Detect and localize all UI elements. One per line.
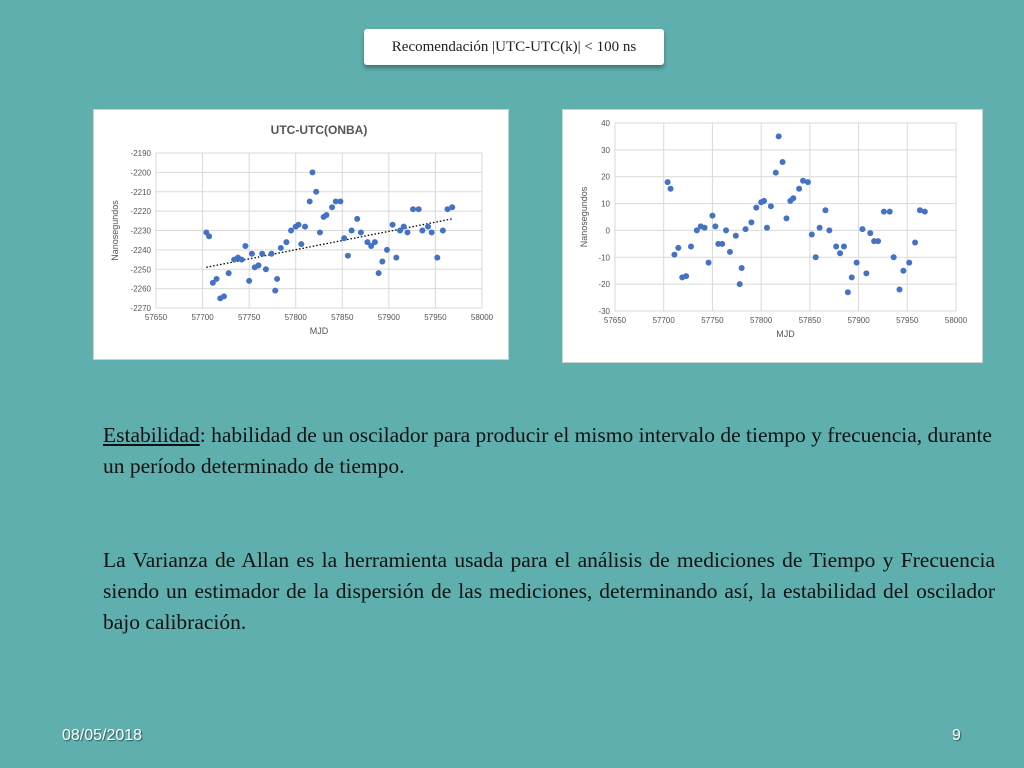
y-tick-label: -2240	[130, 245, 151, 255]
y-tick-label: -2210	[130, 187, 151, 197]
data-point	[875, 238, 881, 244]
data-point	[688, 244, 694, 250]
data-point	[709, 213, 715, 219]
y-tick-label: -2200	[130, 168, 151, 178]
data-point	[246, 278, 252, 284]
data-point	[298, 241, 304, 247]
x-axis-label: MJD	[776, 329, 795, 339]
x-tick-label: 57700	[191, 313, 214, 322]
data-point	[867, 230, 873, 236]
data-point	[723, 227, 729, 233]
data-point	[283, 239, 289, 245]
x-axis-label: MJD	[309, 326, 329, 336]
x-tick-label: 58000	[944, 316, 968, 325]
data-point	[896, 287, 902, 293]
data-point	[272, 288, 278, 294]
data-point	[683, 273, 689, 279]
data-point	[401, 224, 407, 230]
data-point	[393, 255, 399, 261]
chart-utc-residuals	[562, 109, 983, 363]
data-point	[309, 169, 315, 175]
data-point	[859, 226, 865, 232]
data-point	[768, 203, 774, 209]
data-point	[817, 225, 823, 231]
x-tick-label: 57850	[798, 316, 821, 325]
x-tick-label: 57750	[701, 316, 724, 325]
x-tick-label: 57950	[896, 316, 919, 325]
data-point	[288, 228, 294, 234]
data-point	[783, 215, 789, 221]
data-point	[296, 222, 302, 228]
stability-term: Estabilidad	[103, 423, 200, 447]
y-tick-label: -20	[598, 280, 610, 290]
data-point	[912, 240, 918, 246]
data-point	[376, 270, 382, 276]
data-point	[313, 189, 319, 195]
data-point	[849, 274, 855, 280]
data-point	[737, 281, 743, 287]
x-tick-label: 57900	[377, 313, 400, 322]
x-tick-label: 57850	[331, 313, 354, 322]
data-point	[410, 206, 416, 212]
chart-title: UTC-UTC(ONBA)	[270, 123, 368, 137]
allan-variance-paragraph: La Varianza de Allan es la herramienta usada para el análisis de mediciones de Tiempo y Frecuencia siendo un estimador de la dispersión de las mediciones, determinando así, la estabilidad del oscilador bajo calibración.	[103, 548, 995, 634]
data-point	[837, 250, 843, 256]
data-point	[906, 260, 912, 266]
data-point	[887, 209, 893, 215]
y-tick-label: -2270	[130, 304, 151, 313]
data-point	[675, 245, 681, 251]
data-point	[416, 206, 422, 212]
y-tick-label: -30	[598, 307, 610, 316]
data-point	[259, 251, 265, 257]
data-point	[323, 212, 329, 218]
chart-utc-residuals-svg	[563, 110, 982, 362]
data-point	[302, 224, 308, 230]
y-tick-label: -2230	[130, 226, 151, 236]
data-point	[434, 255, 440, 261]
y-tick-label: 30	[601, 145, 610, 155]
data-point	[354, 216, 360, 222]
data-point	[278, 245, 284, 251]
x-tick-label: 57750	[238, 313, 261, 322]
data-point	[813, 254, 819, 260]
data-point	[221, 293, 227, 299]
data-point	[449, 204, 455, 210]
data-point	[268, 251, 274, 257]
data-point	[358, 229, 364, 235]
x-tick-label: 57800	[750, 316, 773, 325]
x-tick-label: 57700	[652, 316, 675, 325]
data-point	[743, 226, 749, 232]
data-point	[425, 224, 431, 230]
data-point	[404, 229, 410, 235]
y-axis-label: Nanosegundos	[110, 200, 120, 261]
y-tick-label: -2190	[130, 149, 151, 158]
data-point	[206, 233, 212, 239]
x-tick-label: 57900	[847, 316, 870, 325]
data-point	[317, 229, 323, 235]
data-point	[706, 260, 712, 266]
data-point	[274, 276, 280, 282]
data-point	[341, 235, 347, 241]
data-point	[263, 266, 269, 272]
data-point	[854, 260, 860, 266]
slide-number: 9	[952, 727, 961, 744]
data-point	[863, 270, 869, 276]
data-point	[226, 270, 232, 276]
data-point	[249, 251, 255, 257]
chart-utc-onba-svg	[94, 110, 508, 359]
data-point	[242, 243, 248, 249]
data-point	[845, 289, 851, 295]
data-point	[214, 276, 220, 282]
slide-title: Recomendación |UTC-UTC(k)| < 100 ns	[364, 29, 664, 65]
data-point	[833, 244, 839, 250]
data-point	[255, 262, 261, 268]
footer-date: 08/05/2018	[62, 727, 143, 744]
data-point	[780, 159, 786, 165]
x-tick-label: 57950	[424, 313, 447, 322]
data-point	[790, 195, 796, 201]
x-tick-label: 57650	[144, 313, 168, 322]
data-point	[776, 133, 782, 139]
data-point	[440, 228, 446, 234]
stability-definition	[103, 420, 995, 482]
data-point	[900, 268, 906, 274]
data-point	[419, 228, 425, 234]
data-point	[337, 198, 343, 204]
data-point	[764, 225, 770, 231]
data-point	[329, 204, 335, 210]
data-point	[671, 252, 677, 258]
chart-utc-onba	[93, 109, 509, 360]
data-point	[719, 241, 725, 247]
data-point	[809, 231, 815, 237]
stability-description: : habilidad de un oscilador para producir el mismo intervalo de tiempo y frecuencia, durante un período determinado de tiempo.	[103, 423, 992, 478]
data-point	[668, 186, 674, 192]
data-point	[841, 244, 847, 250]
data-point	[429, 229, 435, 235]
x-tick-label: 58000	[470, 313, 494, 322]
x-tick-label: 57650	[603, 316, 627, 325]
y-tick-label: -2220	[130, 207, 151, 217]
data-point	[733, 233, 739, 239]
data-point	[702, 225, 708, 231]
data-point	[881, 209, 887, 215]
data-point	[712, 223, 718, 229]
data-point	[239, 257, 245, 263]
y-tick-label: 0	[605, 226, 610, 236]
y-tick-label: 20	[601, 172, 610, 182]
data-point	[826, 227, 832, 233]
data-point	[372, 239, 378, 245]
data-point	[922, 209, 928, 215]
data-point	[384, 247, 390, 253]
y-tick-label: 10	[601, 199, 610, 209]
data-point	[822, 207, 828, 213]
y-axis-label: Nanosegundos	[579, 186, 589, 248]
data-point	[739, 265, 745, 271]
x-tick-label: 57800	[284, 313, 307, 322]
data-point	[349, 228, 355, 234]
y-tick-label: 40	[601, 119, 610, 128]
data-point	[761, 198, 767, 204]
data-point	[379, 259, 385, 265]
y-tick-label: -2250	[130, 265, 151, 275]
y-tick-label: -10	[598, 253, 610, 263]
data-point	[753, 205, 759, 211]
y-tick-label: -2260	[130, 284, 151, 294]
data-point	[805, 179, 811, 185]
data-point	[773, 170, 779, 176]
data-point	[796, 186, 802, 192]
data-point	[891, 254, 897, 260]
data-point	[345, 253, 351, 259]
data-point	[727, 249, 733, 255]
data-point	[665, 179, 671, 185]
data-point	[390, 222, 396, 228]
data-point	[307, 198, 313, 204]
data-point	[748, 219, 754, 225]
